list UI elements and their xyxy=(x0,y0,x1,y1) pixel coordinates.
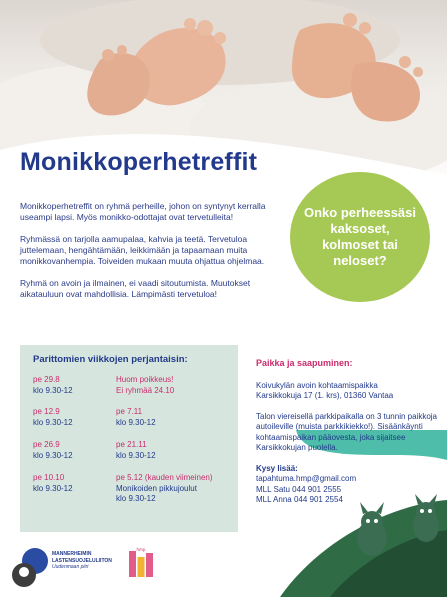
schedule-item xyxy=(33,407,73,428)
schedule-item xyxy=(33,440,73,461)
mll-logo-text xyxy=(52,551,112,571)
schedule-date: pe 26.9 xyxy=(33,440,60,449)
schedule-title: Parittomien viikkojen perjantaisin: xyxy=(33,354,188,365)
schedule-item xyxy=(116,473,213,505)
schedule-time: klo 9.30-12 xyxy=(33,450,73,460)
schedule-item xyxy=(116,440,156,461)
contact-phone: MLL Satu 044 901 2555 xyxy=(256,484,342,494)
schedule-date: pe 21.11 xyxy=(116,440,147,449)
hmp-logo xyxy=(127,547,155,581)
schedule-item xyxy=(33,375,73,396)
parking-info: Talon viereisellä parkkipaikalla on 3 tunnin paikkoja autoileville (muista parkkikiekko!). Sisäänkäynti kohtaamispaikan pääovesta, joka sijaitsee Karsikkokujan puolella. xyxy=(256,411,437,452)
schedule-date: pe 29.8 xyxy=(33,375,60,384)
schedule-box xyxy=(20,345,238,532)
schedule-item xyxy=(33,473,73,494)
mll-line-3: Uudenmaan piiri xyxy=(52,564,89,570)
schedule-time: klo 9.30-12 xyxy=(33,385,73,395)
schedule-date: pe 10.10 xyxy=(33,473,65,482)
schedule-time: klo 9.30-12 xyxy=(116,417,156,427)
schedule-date: pe 7.11 xyxy=(116,407,143,416)
schedule-exception xyxy=(116,375,174,396)
page-title: Monikkoperhetreffit xyxy=(20,148,258,176)
schedule-time: klo 9.30-12 xyxy=(116,450,156,460)
contact-title: Kysy lisää: xyxy=(256,463,298,473)
avatar[interactable] xyxy=(12,563,36,587)
schedule-time: klo 9.30-12 xyxy=(33,483,73,493)
schedule-time: klo 9.30-12 xyxy=(116,494,156,503)
bubble-text: Onko perheessäsi kaksoset, kolmoset tai neloset? xyxy=(304,205,416,268)
schedule-time: klo 9.30-12 xyxy=(33,417,73,427)
hmp-logo-text: hmp xyxy=(136,547,146,552)
info-section xyxy=(256,358,441,516)
mll-line-2: LASTENSUOJELULIITON xyxy=(52,557,112,564)
intro-text xyxy=(20,201,288,311)
info-title: Paikka ja saapuminen: xyxy=(256,358,353,368)
contact-block xyxy=(256,464,441,506)
schedule-note: Huom poikkeus! xyxy=(116,375,174,384)
place-name: Koivukylän avoin kohtaamispaikka xyxy=(256,380,378,390)
email-link[interactable]: tapahtuma.hmp@gmail.com xyxy=(256,474,357,483)
contact-phone: MLL Anna 044 901 2554 xyxy=(256,495,343,504)
schedule-date: pe 12.9 xyxy=(33,407,60,416)
question-bubble xyxy=(290,172,430,302)
street-address: Karsikkokuja 17 (1. krs), 01360 Vantaa xyxy=(256,391,394,400)
intro-paragraph-3: Ryhmä on avoin ja ilmainen, ei vaadi sitoutumista. Muutokset aikatauluun ovat mahdollisia. Lämpimästi tervetuloa! xyxy=(20,278,251,299)
schedule-note: Ei ryhmää 24.10 xyxy=(116,385,175,395)
address xyxy=(256,381,441,402)
schedule-date: pe 5.12 (kauden viimeinen) xyxy=(116,473,213,482)
schedule-item xyxy=(116,407,156,428)
mll-line-1: MANNERHEIMIN xyxy=(52,551,92,557)
schedule-event: Monikoiden pikkujoulut xyxy=(116,483,197,493)
intro-paragraph-1: Monikkoperhetreffit on ryhmä perheille, johon on syntynyt kerralla useampi lapsi. Myös monikko-odottajat ovat tervetulleita! xyxy=(20,201,266,222)
intro-paragraph-2: Ryhmässä on tarjolla aamupalaa, kahvia ja teetä. Tervetuloa juttelemaan, hengähtämään, leikkimään ja tapaamaan muita monikkovanhempia. Toiveiden mukaan muuta ohjattua ohjelmaa. xyxy=(20,234,265,266)
